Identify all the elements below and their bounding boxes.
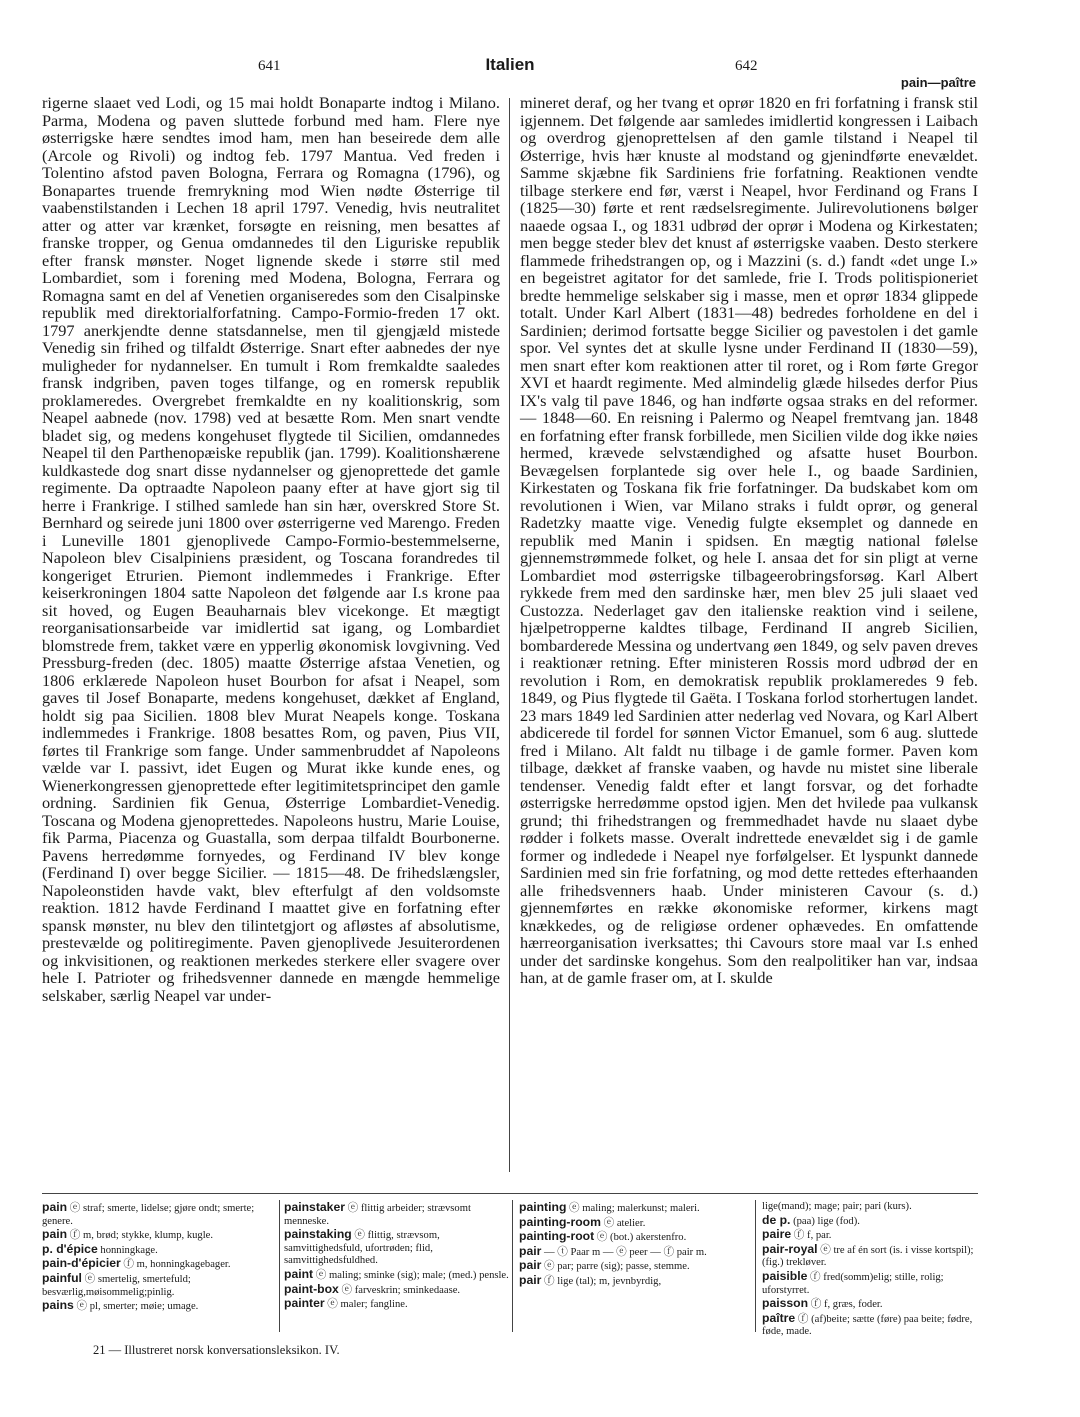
- glossary-definition: ⓔ par; parre (sig); passe, stemme.: [544, 1261, 690, 1273]
- glossary-entry: [519, 1201, 753, 1216]
- glossary-divider-1: [279, 1200, 280, 1332]
- glossary-headword: pair: [519, 1243, 542, 1258]
- page-number-right: 642: [735, 58, 758, 74]
- entry-range: pain—paître: [900, 75, 976, 90]
- glossary-entry: [519, 1230, 753, 1245]
- glossary-headword: pain-d'épicier: [42, 1256, 121, 1271]
- glossary-entry: [762, 1297, 978, 1312]
- glossary-definition: ⓕ m, brød; stykke, klump, kugle.: [69, 1230, 214, 1242]
- glossary-entry: [762, 1214, 978, 1229]
- glossary-entry: [284, 1201, 518, 1228]
- glossary-entry: [42, 1201, 276, 1228]
- glossary-entry: [284, 1297, 518, 1312]
- glossary-headword: painstaker: [284, 1200, 345, 1214]
- glossary-definition: ⓕ m, honningkagebager.: [123, 1259, 231, 1271]
- glossary-definition: ⓕ lige (tal); m, jevnbyrdig,: [544, 1275, 662, 1287]
- glossary-definition: honningkage.: [100, 1244, 158, 1256]
- glossary-definition: — ⓣ Paar m — ⓔ peer — ⓕ pair m.: [544, 1246, 707, 1258]
- glossary-entry: [42, 1257, 276, 1272]
- glossary-definition: ⓔ maling; sminke (sig); male; (med.) pensle.: [315, 1269, 509, 1281]
- page-footer: 21 — Illustreret norsk konversationsleksikon. IV.: [93, 1343, 340, 1357]
- glossary-column-4: [762, 1201, 978, 1339]
- glossary-entry: [42, 1299, 276, 1314]
- text-column-right: mineret deraf, og her tvang et oprør 1820 en fri forfatning i fransk stil igjennem. Det følgende aar samledes imidlertid kongressen i Laibach og overdrog gjenoprettelsen af den gamle tilstand i Neapel til Østerrige, hvis hær knuste al modstand og gjenindførte enevældet. Samme skjæbne fik Sardiniens frie forfatning. Reaktionen vendte tilbage sterkere end før, værst i Neapel, hvor Ferdinand og Frans I (1825—30) førte et rent rædselsregimente. Julirevolutionens bølger naaede ogsaa I., og 1831 udbrød der oprør i Modena og Kirkestaten; men begge steder blev det knust af østerrigske vaaben. Desto sterkere flammede frihedstrangen op, og i Mazzini (s. d.) fandt «det unge I.» en begeistret agitator for det samlede, frie I. Trods politispioneriet bredte hemmelige selskaber sig i masse, men et oprør 1834 glippede totalt. Under Karl Albert (1831—48) bedredes forholdene en del i Sardinien; derimod fortsatte begge Sicilier og pavestolen i det gamle spor. Vel syntes det at skulle lysne under Ferdinand II (1830—59), men snart efter kom reaktionen atter til roret, og i Rom førte Gregor XVI et haardt regimente. Med almindelig glæde hilsedes derfor Pius IX's valg til pave 1846, og han indførte ogsaa straks en del reformer. — 1848—60. En reisning i Palermo og Neapel fremtvang jan. 1848 en forfatning efter fransk forbillede, men Sicilien vilde dog ikke nøies hermed, krævede selvstændighed og afsatte huset Bourbon. Bevægelsen forplantede sig over hele I., og baade Sardinien, Kirkestaten og Toskana fik frie forfatninger. Da budskabet kom om revolutionen i Wien, var Milano straks i fuldt oprør, og general Radetzky maatte vige. Venedig fulgte eksemplet og dannede en republik med Manin i spidsen. En mægtig national følelse gjennemstrømmede folket, og hele I. ansaa det for sin pligt at verne Lombardiet mod østerrigske tilbageerobringsforsøg. Karl Albert rykkede frem med den sardinske hær, men blev 25 juli slaaet ved Custozza. Nederlaget gav den italienske reaktion vind i seilene, hjælpetropperne kaldtes tilbage, Ferdinand II angreb Sicilien, bombarderede Messina og undertvang øen 1849, og selv paven dreves i reaktionær retning. Efter ministeren Rossis mord udbrød der en revolution i Rom, en demokratisk republik proklameredes 9 feb. 1849, og Pius flygtede til Gaëta. I Toskana forlod storhertugen landet. 23 mars 1849 led Sardinien atter nederlag ved Novara, og Karl Albert abdicerede til fordel for sønnen Victor Emanuel, som 6 aug. sluttede fred i Milano. Alt faldt nu tilbage i de gamle former. Paven kom tilbage, dækket af franske vaaben, og havde nu mistet sine liberale tendenser. Venedig faldt efter et langt forsvar, og det forhadte østerrigske herredømme opstod igjen. Men det hvilede paa vulkansk grund; thi frihedstrangen og fremmedhadet havde nu slaaet dybe rødder i folkets masse. Overalt indrettede enevældet sig i de gamle former og indledede i Neapel nye forfølgelser. Et lyspunkt dannede Sardinien med sin frie forfatning, og mod dette rettedes efterhaanden alle frihedsvenners haab. Under ministeren Cavour (s. d.) gjennemførtes en række økonomiske reformer, kirkens magt knækkedes, og de religiøse ordener ophævedes. En omfattende hærreorganisation iverksattes; thi Cavours store maal var I.s enhed under det sardinske kongehus. Som den realpolitiker han var, indsaa han, at de gamle fraser om, at I. skulde: [520, 93, 978, 987]
- glossary-entry: [519, 1216, 753, 1231]
- glossary-entry: [284, 1228, 518, 1268]
- glossary-headword: painting-room: [519, 1214, 601, 1229]
- glossary-entry: [284, 1268, 518, 1283]
- glossary-headword: de p.: [762, 1212, 791, 1227]
- glossary-headword: pair: [519, 1272, 542, 1287]
- glossary-definition: ⓕ (af)beite; sætte (føre) paa beite; fødre, føde, made.: [762, 1313, 973, 1338]
- glossary-divider-2: [512, 1200, 513, 1332]
- glossary-headword: paisson: [762, 1296, 809, 1311]
- glossary-entry: [284, 1283, 518, 1298]
- glossary-definition: ⓔ tre af én sort (is. i visse kortspil); (fig.) trekløver.: [762, 1244, 974, 1269]
- glossary-entry: [42, 1243, 276, 1258]
- glossary-entry: [519, 1245, 753, 1260]
- glossary-rule: [42, 1193, 978, 1194]
- glossary-definition: ⓔ flittig, strævsom, samvittighedsfuld, ufortrøden; flid, samvittighedsfuldhed.: [284, 1230, 440, 1267]
- glossary-definition: ⓔ flittig arbeider; strævsomt menneske.: [284, 1203, 471, 1227]
- glossary-headword: paisible: [762, 1268, 808, 1283]
- glossary-headword: paint-box: [284, 1281, 339, 1296]
- glossary-entry: [519, 1274, 753, 1289]
- page-number-left: 641: [258, 58, 281, 74]
- glossary-column-3: [519, 1201, 753, 1289]
- glossary-definition: ⓔ pl, smerter; møie; umage.: [76, 1301, 199, 1313]
- glossary-headword: painstaking: [284, 1227, 352, 1242]
- glossary-entry: [762, 1243, 978, 1270]
- glossary-headword: pains: [42, 1298, 74, 1313]
- glossary-headword: painting-root: [519, 1229, 595, 1244]
- glossary-headword: pair: [519, 1258, 542, 1273]
- glossary-column-1: [42, 1201, 276, 1314]
- glossary-definition: lige(mand); mage; pair; pari (kurs).: [762, 1201, 912, 1212]
- glossary-definition: ⓔ atelier.: [603, 1217, 646, 1229]
- column-divider: [509, 98, 510, 1172]
- glossary-headword: pain: [42, 1227, 68, 1242]
- glossary-divider-3: [755, 1200, 756, 1332]
- glossary-entry: [42, 1272, 276, 1299]
- glossary-headword: painter: [284, 1296, 325, 1311]
- glossary-definition: ⓔ farveskrin; sminkedaase.: [341, 1284, 461, 1296]
- glossary-definition: ⓔ maling; malerkunst; maleri.: [569, 1203, 700, 1214]
- glossary-headword: paître: [762, 1310, 796, 1325]
- glossary-entry: [762, 1270, 978, 1297]
- glossary-headword: pair-royal: [762, 1241, 818, 1256]
- text-column-left: rigerne slaaet ved Lodi, og 15 mai holdt Bonaparte indtog i Milano. Parma, Modena og paven sluttede forbund med ham. Flere nye østerrigske hære sendtes imod ham, men han beseirede dem alle (Arcole og Rivoli) og indtog feb. 1797 Mantua. Ved freden i Tolentino afstod paven Bologna, Ferrara og Romagna (1796), og Bonapartes truende fremrykning mod Wien nødte Østerrige til vaabenstilstanden i Lechen 18 april 1797. Venedig, hvis neutralitet atter og atter var krænket, forsøgte en reisning, men besattes af franske tropper, og Genua omdannedes til den Liguriske republik efter fransk mønster. Noget lignende skede i større stil med Lombardiet, som i forening med Modena, Bologna, Ferrara og Romagna samt en del af Venetien organiseredes som den Cisalpinske republik med direktorialforfatning. Campo-Formio-freden 17 okt. 1797 anerkjendte denne statsdannelse, men til gjengjæld mistede Venedig sin frihed og tilfaldt Østerrige. Snart efter aabnedes der nye muligheder for nydannelser. En tumult i Rom fremkaldte saaledes fransk indgriben, paven toges tilfange, og en romersk republik proklameredes. Overgrebet fremkaldte en ny koalitionskrig, som Neapel aabnede (nov. 1798) ved at besætte Rom. Men snart vendte bladet sig, og medens kongehuset flygtede til Sicilien, omdannedes Neapel til den Parthenopæiske republik (jan. 1799). Koalitionshærene kuldkastede dog snart disse nydannelser og gjenoprettede det gamle regimente. Da optraadte Napoleon paany efter at have gjort sig til herre i Frankrige. I stilhed samlede han sin hær, overskred Store St. Bernhard og seirede juni 1800 over østerrigerne ved Marengo. Freden i Luneville 1801 gjenoplivede Campo-Formio-bestemmelserne, Napoleon blev Cisalpiniens præsident, og Toscana forandredes til kongeriget Etrurien. Piemont indlemmedes i Frankrige. Efter keiserkroningen 1804 satte Napoleon det følgende aar I.s krone paa sit hoved, og Eugen Beauharnais blev vicekonge. Et mægtigt reorganisationsarbeide var imidlertid sat igang, og Lombardiet blomstrede frem, takket være en ypperlig økonomisk lovgivning. Ved Pressburg-freden (dec. 1805) maatte Østerrige afstaa Venetien, og 1806 erklærede Napoleon huset Bourbon for afsat i Neapel, som gaves til Josef Bonaparte, medens kongehuset, dækket af England, holdt sig paa Sicilien. 1808 blev Murat Neapels konge. Toskana indlemmedes i Frankrige. 1808 besattes Rom, og paven, Pius VII, førtes til Frankrige som fange. Under sammenbruddet af Napoleons vælde var I. passivt, idet Eugen og Murat ikke kunde enes, og Wienerkongressen gjenoprettede efter legitimitetsprincipet den gamle ordning. Sardinien fik Genua, Østerrige Lombardiet-Venedig. Toscana og Modena gjenoprettedes. Napoleons hustru, Marie Louise, fik Parma, Piacenza og Guastalla, som derpaa tilfaldt Bourbonerne. Pavens herredømme fornyedes, og Ferdinand IV blev konge (Ferdinand I) over begge Sicilier. — 1815—48. De frihedslængsler, Napoleonstiden havde vakt, blev efterfulgt af den voldsomste reaktion. 1812 havde Ferdinand I maattet give en forfatning efter spansk mønster, nu blev den tilintetgjort og afløstes af absolutisme, prestevælde og politiregimente. Paven gjenoplivede Jesuiterordenen og inkvisitionen, og reaktionen merkedes sterkere eller svagere over hele I. Patrioter og frihedsvenner dannede en mængde hemmelige selskaber, særlig Neapel var under-: [42, 93, 500, 1005]
- glossary-entry: [762, 1228, 978, 1243]
- glossary-definition: ⓔ smertelig, smertefuld; besværlig,møisommelig;pinlig.: [42, 1273, 191, 1298]
- glossary-definition: ⓕ f, græs, foder.: [810, 1299, 883, 1311]
- glossary-headword: paire: [762, 1227, 792, 1242]
- glossary-headword: pain: [42, 1200, 68, 1214]
- glossary-headword: painful: [42, 1270, 82, 1285]
- glossary-headword: painting: [519, 1200, 567, 1214]
- glossary-entry: [762, 1201, 978, 1214]
- glossary-definition: ⓔ maler; fangline.: [327, 1299, 408, 1311]
- glossary-column-2: [284, 1201, 518, 1312]
- glossary-definition: (paa) lige (fod).: [793, 1215, 860, 1227]
- glossary-entry: [762, 1312, 978, 1339]
- glossary-headword: p. d'épice: [42, 1241, 98, 1256]
- page-title: Italien: [485, 55, 535, 74]
- glossary-headword: paint: [284, 1266, 314, 1281]
- glossary-entry: [519, 1259, 753, 1274]
- glossary-entry: [42, 1228, 276, 1243]
- glossary-definition: ⓕ f, par.: [793, 1230, 832, 1242]
- glossary-definition: ⓔ straf; smerte, lidelse; gjøre ondt; smerte; genere.: [42, 1203, 255, 1227]
- glossary-definition: ⓔ (bot.) akerstenfro.: [596, 1232, 687, 1244]
- glossary-definition: ⓕ fred(somm)elig; stille, rolig; uforstyrret.: [762, 1271, 944, 1296]
